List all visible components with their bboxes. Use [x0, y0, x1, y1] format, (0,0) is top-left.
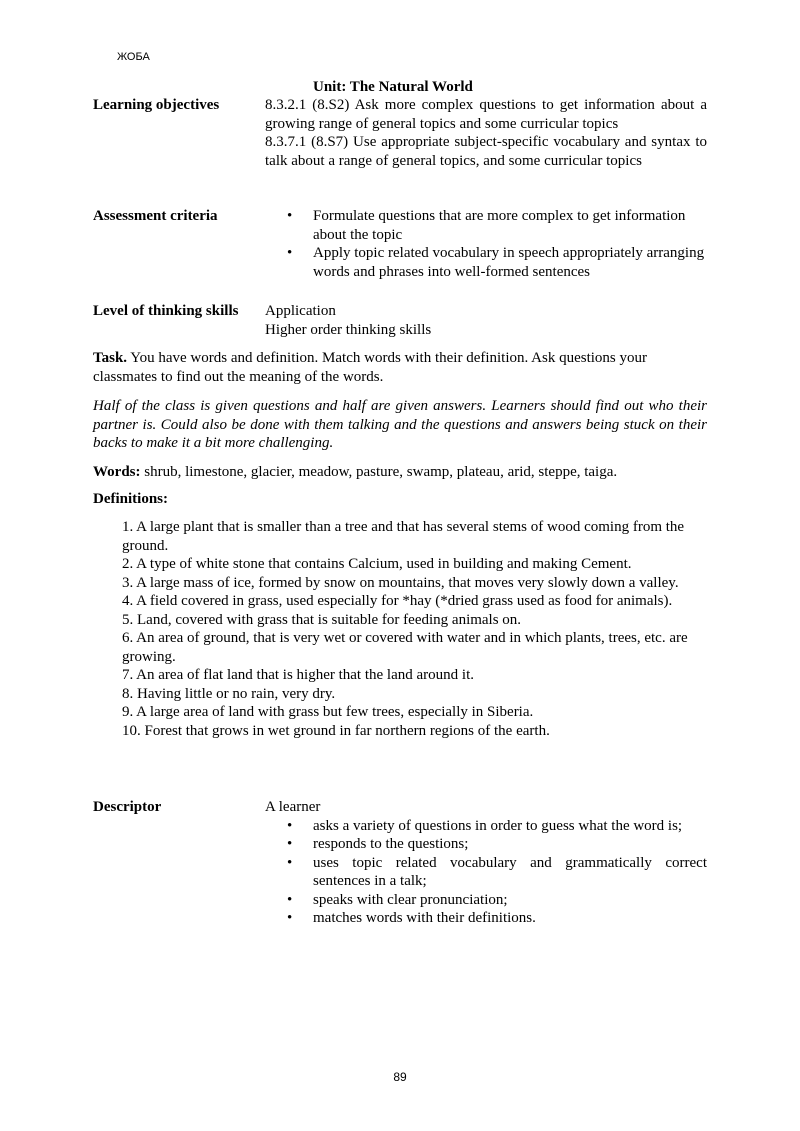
unit-title: Unit: The Natural World [313, 79, 473, 95]
task-paragraph [93, 349, 707, 386]
list-item: • responds to the questions; [265, 835, 707, 854]
descriptor-list [265, 817, 707, 928]
page-number: 89 [393, 1070, 407, 1084]
words-paragraph [93, 463, 707, 482]
definition-item: 6. An area of ground, that is very wet or covered with water and in which plants, trees, etc. are growing. [122, 630, 688, 665]
definition-item: 4. A field covered in grass, used especially for *hay (*dried grass used as food for animals). [122, 593, 673, 609]
list-item: • matches words with their definitions. [265, 909, 707, 928]
assessment-criteria-content [265, 207, 707, 281]
definitions-label: Definitions: [93, 491, 168, 507]
list-item: • asks a variety of questions in order to guess what the word is; [265, 817, 707, 836]
thinking-skills-label: Level of thinking skills [93, 303, 239, 319]
thinking-skill-line: Application [265, 303, 336, 319]
list-item: • Formulate questions that are more complex to get information about the topic [265, 207, 707, 244]
list-item: • speaks with clear pronunciation; [265, 891, 707, 910]
definition-item: 9. A large area of land with grass but few trees, especially in Siberia. [122, 704, 534, 720]
instruction-paragraph: Half of the class is given questions and half are given answers. Learners should find out who their partner is. Could also be done with them talking and the questions and answers being stuck on their backs to make it a bit more challenging. [93, 398, 707, 451]
descriptor-content [265, 798, 707, 928]
assessment-criteria-list [265, 207, 707, 281]
definition-item: 7. An area of flat land that is higher that the land around it. [122, 667, 474, 683]
definition-item: 2. A type of white stone that contains Calcium, used in building and making Cement. [122, 556, 632, 572]
words-text: shrub, limestone, glacier, meadow, pasture, swamp, plateau, arid, steppe, taiga. [140, 464, 618, 480]
words-label: Words: [93, 464, 141, 480]
learning-objectives-content [265, 96, 707, 170]
learning-objectives-label: Learning objectives [93, 97, 220, 113]
definition-item: 3. A large mass of ice, formed by snow on mountains, that moves very slowly down a valley. [122, 574, 679, 591]
assessment-criteria-label: Assessment criteria [93, 208, 218, 224]
list-item: • uses topic related vocabulary and grammatically correct sentences in a talk; [265, 854, 707, 891]
definition-item: 5. Land, covered with grass that is suitable for feeding animals on. [122, 611, 522, 628]
header-tag: ЖОБА [117, 51, 150, 63]
learning-objective-item: 8.3.7.1 (8.S7) Use appropriate subject-specific vocabulary and syntax to talk about a range of general topics, and some curricular topics [265, 134, 707, 169]
definition-item: 10. Forest that grows in wet ground in far northern regions of the earth. [122, 722, 550, 739]
task-text: You have words and definition. Match words with their definition. Ask questions your classmates to find out the meaning of the words. [93, 350, 648, 385]
descriptor-label: Descriptor [93, 799, 162, 815]
definition-item: 1. A large plant that is smaller than a tree and that has several stems of wood coming from the ground. [122, 519, 685, 554]
thinking-skill-line: Higher order thinking skills [265, 321, 432, 338]
task-label: Task. [93, 350, 128, 366]
list-item: • Apply topic related vocabulary in speech appropriately arranging words and phrases into well-formed sentences [265, 244, 707, 281]
definitions-list [122, 518, 710, 740]
descriptor-intro: A learner [265, 799, 321, 815]
learning-objective-item: 8.3.2.1 (8.S2) Ask more complex questions to get information about a growing range of general topics and some curricular topics [265, 97, 707, 132]
definition-item: 8. Having little or no rain, very dry. [122, 685, 336, 702]
thinking-skills-content [265, 302, 707, 339]
